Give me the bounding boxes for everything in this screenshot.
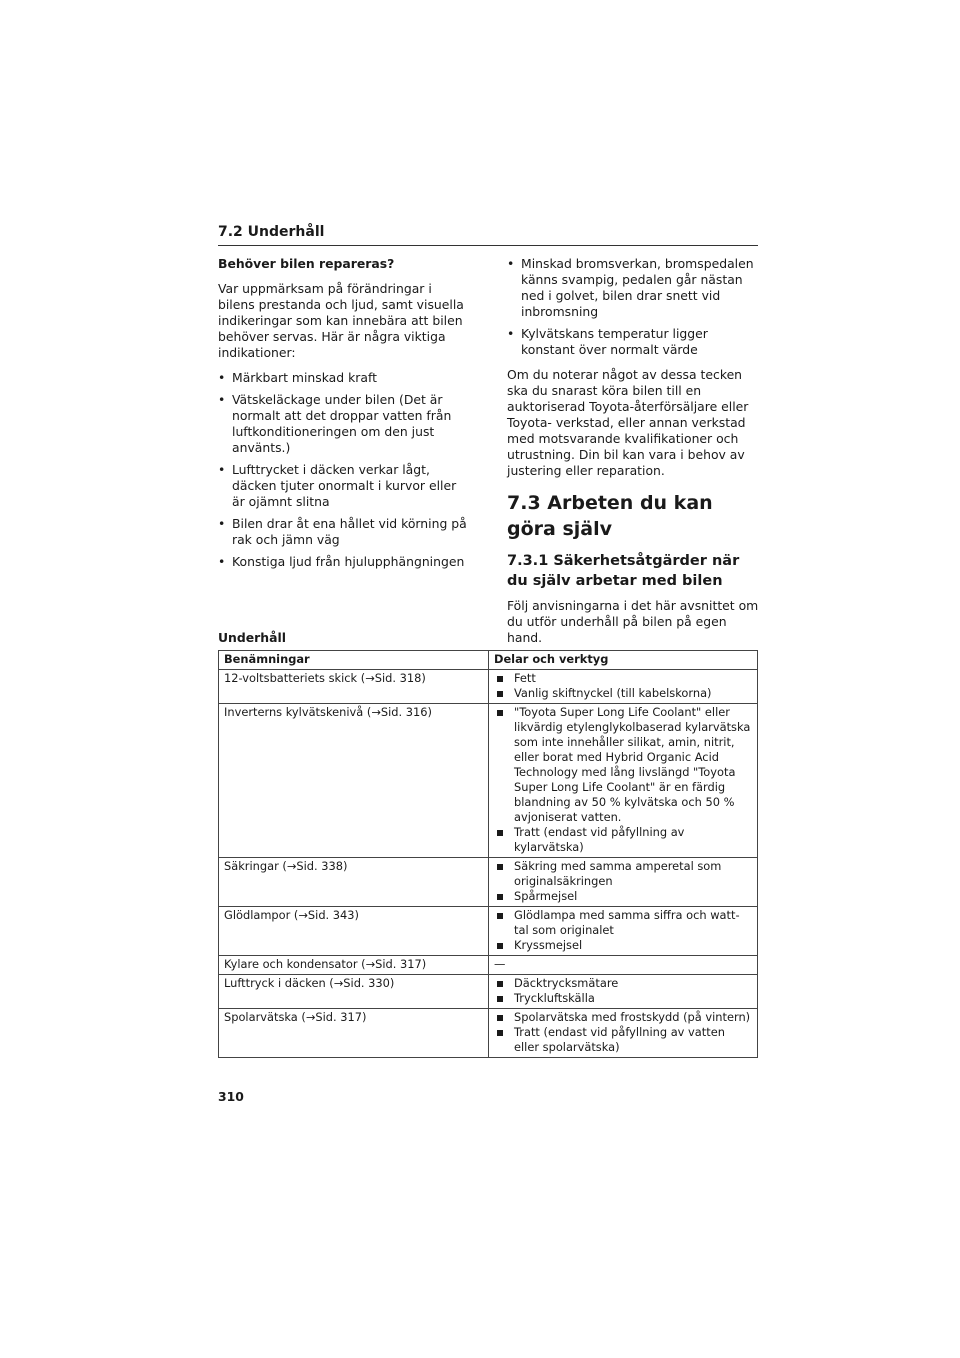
table-row — [219, 956, 758, 975]
table-row — [219, 670, 758, 704]
list-item: • Bilen drar åt ena hållet vid körning på rak och jämn väg — [218, 516, 468, 548]
item-name: Inverterns kylvätskenivå (→Sid. 316) — [219, 704, 489, 858]
section-heading-7-3: 7.3 Arbeten du kan göra själv — [507, 492, 713, 540]
item-parts — [489, 907, 758, 956]
repair-heading: Behöver bilen repareras? — [218, 256, 395, 271]
table-row — [219, 704, 758, 858]
table-row — [219, 1009, 758, 1058]
item-name: Lufttryck i däcken (→Sid. 330) — [219, 975, 489, 1009]
list-item: Tratt (endast vid påfyllning av vatten eller spolarvätska) — [494, 1025, 752, 1055]
list-item: Tratt (endast vid påfyllning av kylarvätska) — [494, 825, 752, 855]
table-header-row — [219, 651, 758, 670]
section-header: 7.2 Underhåll — [218, 222, 758, 246]
list-item: • Kylvätskans temperatur ligger konstant över normalt värde — [507, 326, 759, 358]
item-name: Säkringar (→Sid. 338) — [219, 858, 489, 907]
column-header: Delar och verktyg — [489, 651, 758, 670]
advice-paragraph: Om du noterar något av dessa tecken ska du snarast köra bilen till en auktoriserad Toyota-återförsäljare eller Toyota- verkstad, eller annan verkstad med motsvarande kvalifikationer och utrustning. Din bil kan vara i behov av justering eller reparation. — [507, 367, 749, 478]
table-title: Underhåll — [218, 630, 286, 645]
table-row — [219, 858, 758, 907]
right-column — [507, 256, 759, 655]
list-item: • Minskad bromsverkan, bromspedalen känns svampig, pedalen går nästan ned i golvet, bilen drar snett vid inbromsning — [507, 256, 759, 320]
indication-list-continued — [507, 256, 759, 358]
item-parts — [489, 1009, 758, 1058]
item-parts-none: — — [489, 956, 758, 975]
list-item: Vanlig skiftnyckel (till kabelskorna) — [494, 686, 752, 701]
list-item: Spolarvätska med frostskydd (på vintern) — [494, 1010, 752, 1025]
list-item: • Vätskeläckage under bilen (Det är normalt att det droppar vatten från luftkonditioneringen om den just använts.) — [218, 392, 468, 456]
item-parts — [489, 975, 758, 1009]
left-column — [218, 256, 468, 579]
item-name: Glödlampor (→Sid. 343) — [219, 907, 489, 956]
item-parts — [489, 704, 758, 858]
subsection-text: Följ anvisningarna i det här avsnittet om du utför underhåll på bilen på egen hand. — [507, 598, 759, 645]
list-item: Tryckluftskälla — [494, 991, 752, 1006]
list-item: Glödlampa med samma siffra och watt-tal som originalet — [494, 908, 752, 938]
table-row — [219, 975, 758, 1009]
list-item: • Märkbart minskad kraft — [218, 370, 468, 386]
list-item: • Konstiga ljud från hjulupphängningen — [218, 554, 468, 570]
list-item: • Lufttrycket i däcken verkar lågt, däcken tjuter onormalt i kurvor eller är ojämnt slitna — [218, 462, 468, 510]
list-item: Spårmejsel — [494, 889, 752, 904]
item-parts — [489, 670, 758, 704]
item-name: 12-voltsbatteriets skick (→Sid. 318) — [219, 670, 489, 704]
indication-list — [218, 370, 468, 570]
item-name: Kylare och kondensator (→Sid. 317) — [219, 956, 489, 975]
list-item: Däcktrycksmätare — [494, 976, 752, 991]
item-name: Spolarvätska (→Sid. 317) — [219, 1009, 489, 1058]
table-row — [219, 907, 758, 956]
list-item: Fett — [494, 671, 752, 686]
item-parts — [489, 858, 758, 907]
maintenance-table — [218, 650, 758, 1058]
repair-intro: Var uppmärksam på förändringar i bilens prestanda och ljud, samt visuella indikeringar som kan innebära att bilen behöver servas. Här är några viktiga indikationer: — [218, 281, 464, 360]
subsection-heading-7-3-1: 7.3.1 Säkerhetsåtgärder när du själv arbetar med bilen — [507, 553, 740, 589]
list-item: "Toyota Super Long Life Coolant" eller likvärdig etylenglykolbaserad kylarvätska som inte innehåller silikat, amin, nitrit, eller borat med Hybrid Organic Acid Technology med lång livslängd "Toyota Super Long Life Coolant" är en färdig blandning av 50 % kylvätska och 50 % avjoniserat vatten. — [494, 705, 752, 825]
column-header: Benämningar — [219, 651, 489, 670]
list-item: Säkring med samma amperetal som originalsäkringen — [494, 859, 752, 889]
page-number: 310 — [218, 1089, 244, 1104]
list-item: Kryssmejsel — [494, 938, 752, 953]
